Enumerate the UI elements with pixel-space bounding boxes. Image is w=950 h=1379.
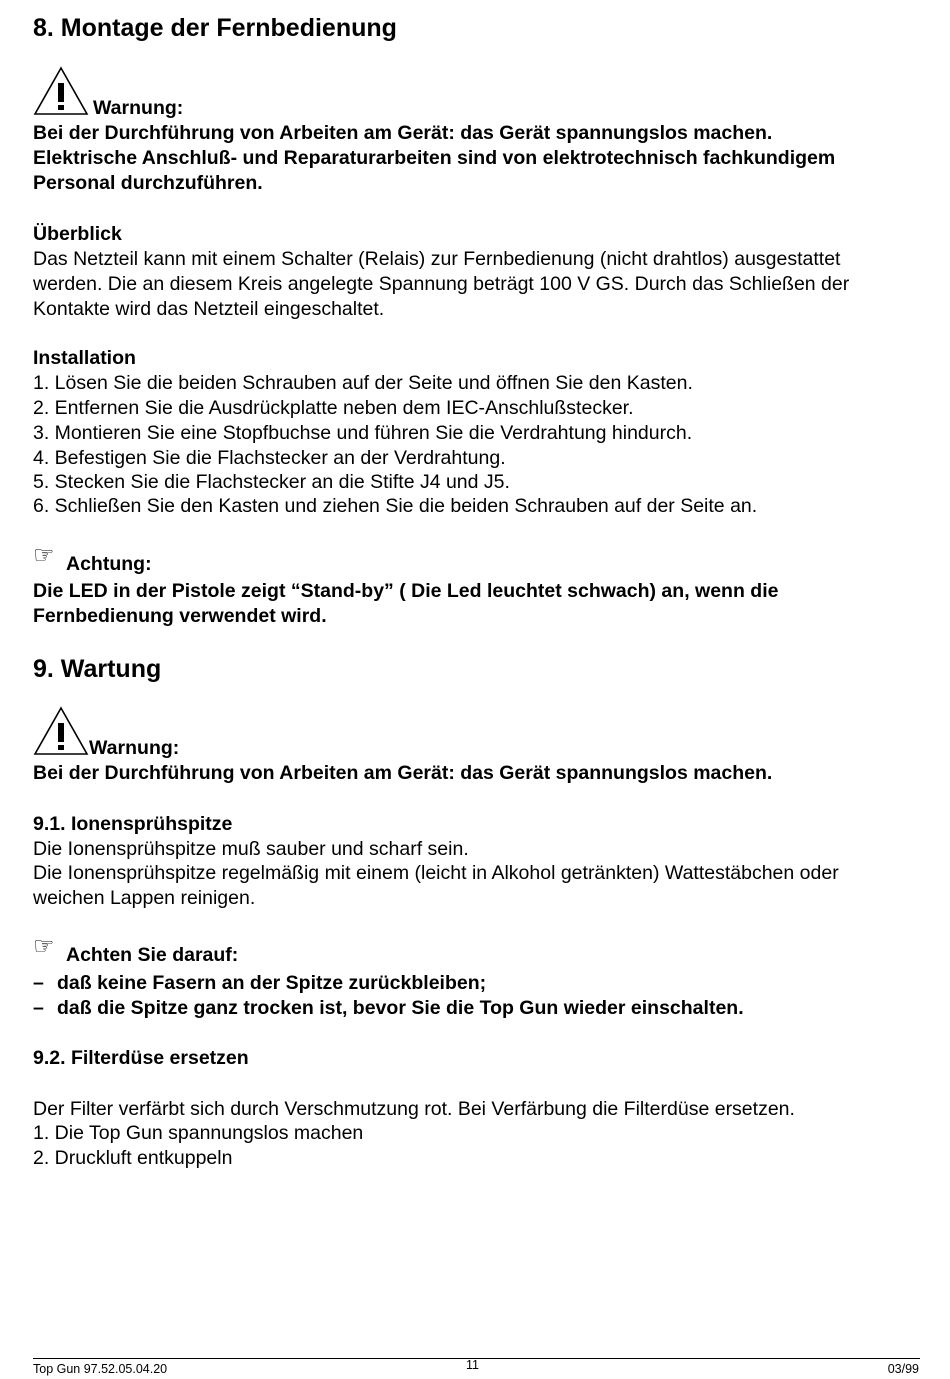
footer-document-id: Top Gun 97.52.05.04.20 <box>33 1362 168 1376</box>
installation-step: 2. Entfernen Sie die Ausdrückplatte neben dem IEC-Anschlußstecker. <box>33 397 634 419</box>
footer-page-number: 11 <box>466 1358 479 1372</box>
overview-text-line: Das Netzteil kann mit einem Schalter (Relais) zur Fernbedienung (nicht drahtlos) ausgestattet <box>33 248 841 270</box>
note-list-item <box>33 996 744 1021</box>
subsection-text-line: 1. Die Top Gun spannungslos machen <box>33 1122 364 1144</box>
subsection-text-line: Die Ionensprühspitze regelmäßig mit einem (leicht in Alkohol getränkten) Wattestäbchen oder <box>33 862 839 884</box>
subsection-text-line: weichen Lappen reinigen. <box>33 887 256 909</box>
overview-heading: Überblick <box>33 223 122 245</box>
warning-text-line: Personal durchzuführen. <box>33 172 263 194</box>
warning-triangle-icon <box>33 66 89 116</box>
attention-text-line: Die LED in der Pistole zeigt “Stand-by” ( Die Led leuchtet schwach) an, wenn die <box>33 580 779 602</box>
warning-triangle-icon <box>33 706 89 756</box>
warning-text-line: Bei der Durchführung von Arbeiten am Gerät: das Gerät spannungslos machen. <box>33 122 773 144</box>
installation-heading: Installation <box>33 347 136 369</box>
section-8-title: 8. Montage der Fernbedienung <box>33 14 397 42</box>
dash-bullet: – <box>33 972 44 994</box>
note-list-item <box>33 971 486 996</box>
section-9-title: 9. Wartung <box>33 655 162 683</box>
installation-step: 1. Lösen Sie die beiden Schrauben auf der Seite und öffnen Sie den Kasten. <box>33 372 693 394</box>
subsection-9-1-heading: 9.1. Ionensprühspitze <box>33 813 233 835</box>
subsection-text-line: 2. Druckluft entkuppeln <box>33 1147 233 1169</box>
warning-label: Warnung: <box>89 737 180 759</box>
note-label: Achten Sie darauf: <box>66 944 239 966</box>
installation-step: 5. Stecken Sie die Flachstecker an die Stifte J4 und J5. <box>33 471 510 493</box>
subsection-text-line: Der Filter verfärbt sich durch Verschmutzung rot. Bei Verfärbung die Filterdüse ersetzen. <box>33 1098 795 1120</box>
overview-text-line: Kontakte wird das Netzteil eingeschaltet. <box>33 298 385 320</box>
overview-text-line: werden. Die an diesem Kreis angelegte Spannung beträgt 100 V GS. Durch das Schließen der <box>33 273 850 295</box>
warning-text-line: Elektrische Anschluß- und Reparaturarbeiten sind von elektrotechnisch fachkundigem <box>33 147 836 169</box>
warning-text-line: Bei der Durchführung von Arbeiten am Gerät: das Gerät spannungslos machen. <box>33 762 773 784</box>
note-item-text: daß die Spitze ganz trocken ist, bevor Sie die Top Gun wieder einschalten. <box>57 997 744 1019</box>
pointing-hand-icon: ☞ <box>33 933 55 960</box>
warning-label: Warnung: <box>93 97 184 119</box>
subsection-9-2-heading: 9.2. Filterdüse ersetzen <box>33 1047 249 1069</box>
installation-step: 4. Befestigen Sie die Flachstecker an der Verdrahtung. <box>33 447 506 469</box>
attention-label: Achtung: <box>66 553 152 575</box>
footer-date: 03/99 <box>887 1362 919 1376</box>
note-item-text: daß keine Fasern an der Spitze zurückbleiben; <box>57 972 487 994</box>
pointing-hand-icon: ☞ <box>33 542 55 569</box>
dash-bullet: – <box>33 997 44 1019</box>
subsection-text-line: Die Ionensprühspitze muß sauber und scharf sein. <box>33 838 469 860</box>
installation-step: 6. Schließen Sie den Kasten und ziehen Sie die beiden Schrauben auf der Seite an. <box>33 495 758 517</box>
attention-text-line: Fernbedienung verwendet wird. <box>33 605 327 627</box>
installation-step: 3. Montieren Sie eine Stopfbuchse und führen Sie die Verdrahtung hindurch. <box>33 422 693 444</box>
